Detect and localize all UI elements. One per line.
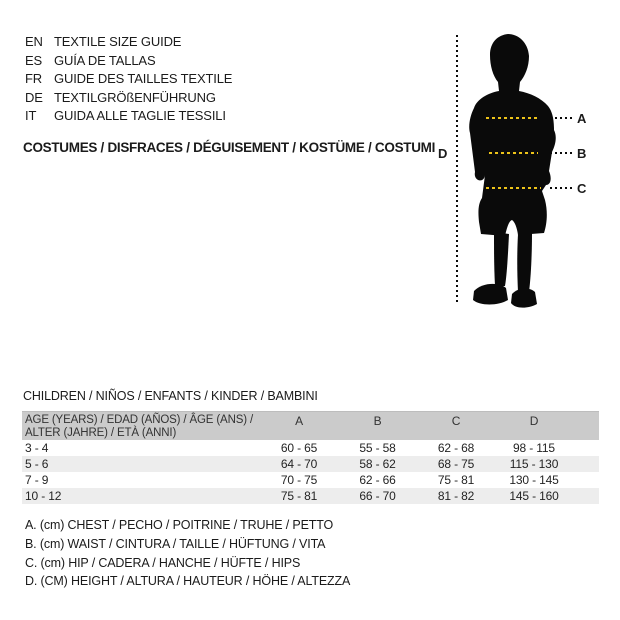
cell-a: 70 - 75: [280, 473, 318, 487]
language-label: GUIDA ALLE TAGLIE TESSILI: [54, 108, 226, 124]
language-label: TEXTILE SIZE GUIDE: [54, 34, 182, 49]
cell-age: 7 - 9: [25, 473, 49, 487]
measurement-footnotes: [25, 516, 350, 591]
waist-connector-line: [550, 152, 574, 154]
label-b: B: [577, 146, 587, 161]
cell-a: 75 - 81: [280, 489, 318, 503]
column-header-b: B: [373, 414, 382, 428]
column-header-c: C: [451, 414, 461, 428]
cell-b: 55 - 58: [359, 441, 396, 455]
table-row: [22, 440, 599, 456]
language-row-es: [25, 52, 232, 71]
column-header-d: D: [529, 414, 539, 428]
column-header-age-line1: AGE (YEARS) / EDAD (AÑOS) / ÂGE (ANS) /: [25, 414, 254, 426]
hip-connector-line: [550, 187, 574, 189]
language-code: IT: [25, 108, 37, 124]
footnote-chest: A. (cm) CHEST / PECHO / POITRINE / TRUHE / PETTO: [25, 518, 334, 532]
table-row: [22, 456, 599, 472]
cell-d: 145 - 160: [509, 489, 559, 503]
language-code: FR: [25, 71, 43, 87]
header-filler: [573, 412, 599, 440]
language-row-de: [25, 89, 232, 108]
category-title: COSTUMES / DISFRACES / DÉGUISEMENT / KOSTÜME / COSTUMI: [23, 140, 436, 155]
cell-d: 98 - 115: [513, 441, 555, 455]
language-row-fr: [25, 70, 232, 89]
cell-c: 81 - 82: [437, 489, 475, 503]
waist-marker-line: [489, 152, 538, 154]
cell-d: 115 - 130: [509, 457, 559, 471]
language-code: EN: [25, 34, 43, 49]
chest-connector-line: [550, 117, 574, 119]
cell-age: 5 - 6: [25, 457, 49, 471]
cell-c: 62 - 68: [437, 441, 475, 455]
label-d: D: [438, 146, 448, 161]
cell-b: 58 - 62: [359, 457, 396, 471]
footnote-height: D. (CM) HEIGHT / ALTURA / HAUTEUR / HÖHE / ALTEZZA: [25, 574, 351, 589]
chest-marker-line: [486, 117, 539, 119]
table-row: [22, 488, 599, 504]
size-table: [22, 411, 599, 504]
language-code: DE: [25, 89, 43, 105]
cell-age: 10 - 12: [25, 489, 62, 503]
language-label: GUÍA DE TALLAS: [54, 52, 156, 68]
cell-age: 3 - 4: [25, 441, 49, 455]
cell-d: 130 - 145: [509, 473, 559, 487]
language-label: GUIDE DES TAILLES TEXTILE: [54, 71, 233, 87]
cell-c: 68 - 75: [437, 457, 475, 471]
cell-b: 66 - 70: [359, 489, 396, 503]
language-row-en: [25, 33, 232, 52]
column-header-a: A: [295, 414, 303, 428]
language-list: [25, 33, 232, 126]
language-code: ES: [25, 52, 43, 68]
footnote-hip: C. (cm) HIP / CADERA / HANCHE / HÜFTE / HIPS: [25, 555, 301, 570]
hip-marker-line: [486, 187, 541, 189]
cell-c: 75 - 81: [437, 473, 475, 487]
cell-a: 64 - 70: [280, 457, 318, 471]
cell-b: 62 - 66: [359, 473, 396, 487]
language-row-it: [25, 107, 232, 126]
label-a: A: [577, 111, 587, 126]
height-marker-line: [456, 35, 458, 303]
footnote-waist: B. (cm) WAIST / CINTURA / TAILLE / HÜFTUNG / VITA: [25, 536, 326, 551]
child-silhouette: [462, 32, 566, 314]
column-header-age: [22, 412, 260, 440]
table-row: [22, 472, 599, 488]
language-label: TEXTILGRÖßENFÜHRUNG: [54, 89, 216, 105]
label-c: C: [577, 181, 587, 196]
column-header-age-line2: ALTER (JAHRE) / ETÀ (ANNI): [25, 427, 177, 439]
cell-a: 60 - 65: [280, 441, 318, 455]
table-header-row: [22, 411, 599, 440]
table-section-title: CHILDREN / NIÑOS / ENFANTS / KINDER / BAMBINI: [23, 389, 318, 403]
